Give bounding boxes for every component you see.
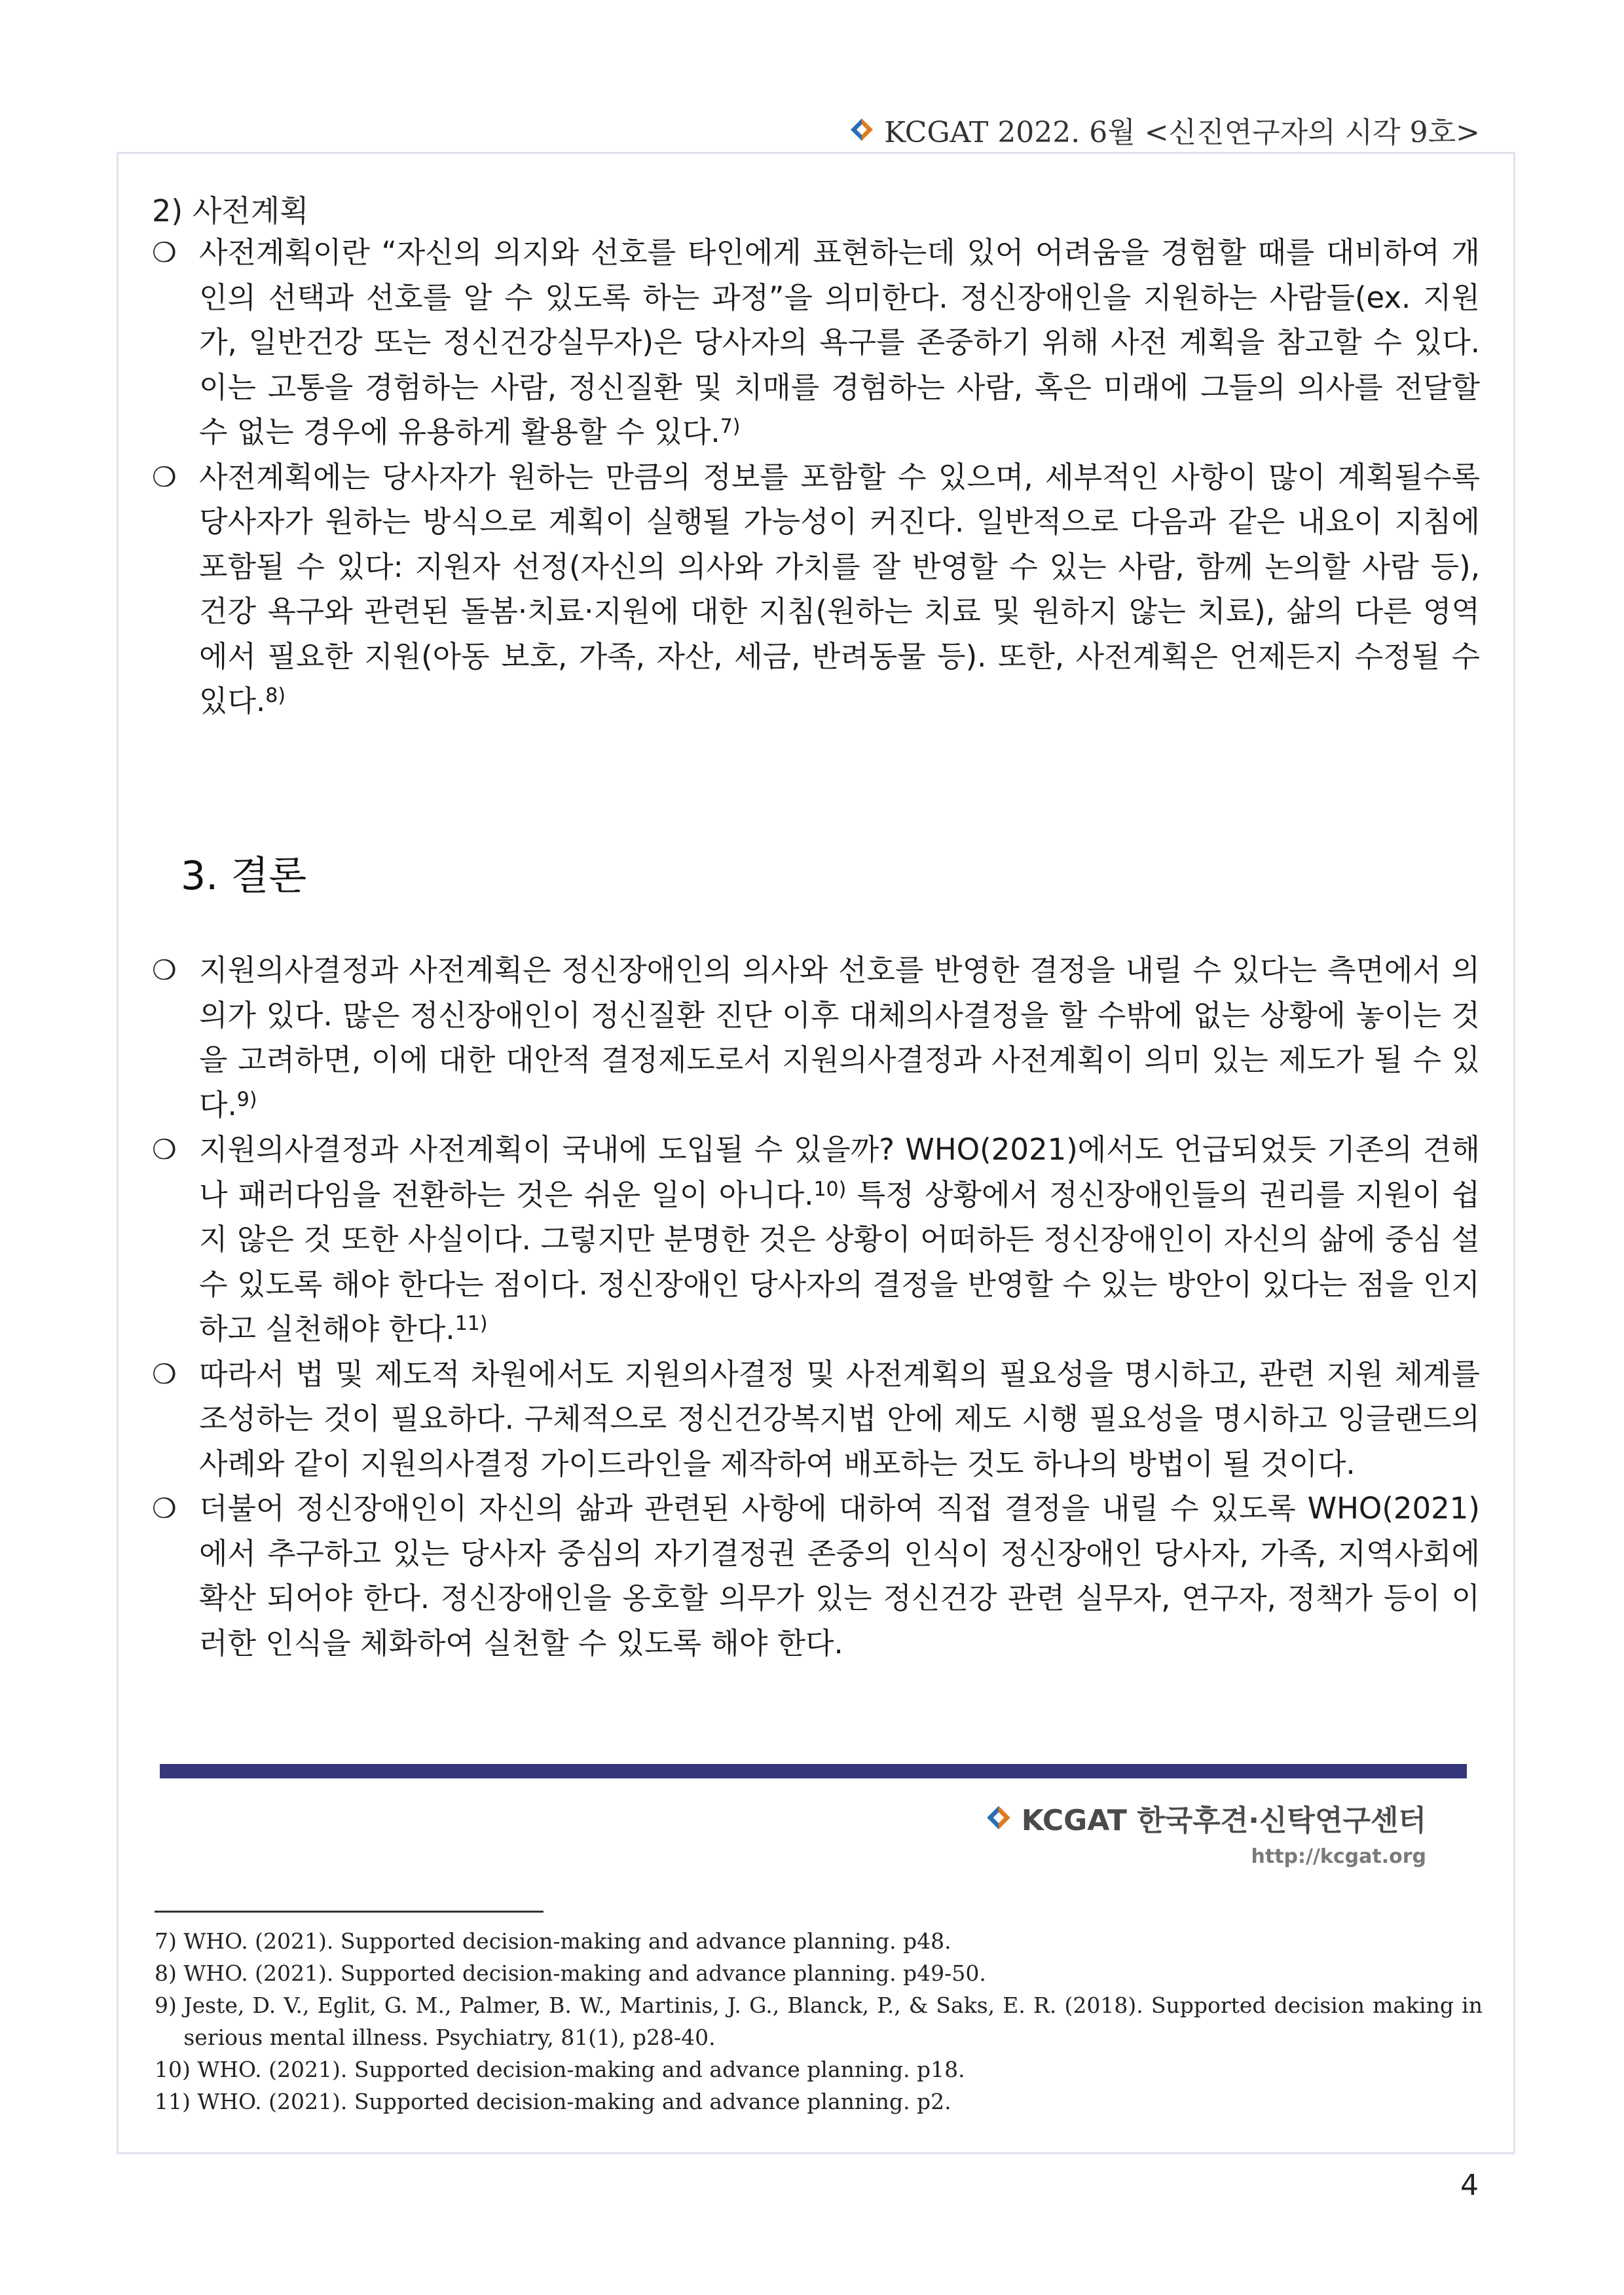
bullet-item — [152, 1352, 1480, 1487]
bullet-text: 사전계획이란 “자신의 의지와 선호를 타인에게 표현하는데 있어 어려움을 경험할 때를 대비하여 개인의 선택과 선호를 알 수 있도록 하는 과정”을 의미한다. 정신장애인을 지원하는 사람들(ex. 지원가, 일반건강 또는 정신건강실무자)은 당사자의 욕구를 존중하기 위해 사전 계획을 참고할 수 있다. 이는 고통을 경험하는 사람, 정신질환 및 치매를 경험하는 사람, 혹은 미래에 그들의 의사를 전달할 수 없는 경우에 유용하게 활용할 수 있다. — [199, 235, 1480, 449]
footnote-number: 8) — [155, 1960, 184, 1986]
bullet-text: 따라서 법 및 제도적 차원에서도 지원의사결정 및 사전계획의 필요성을 명시하고, 관련 지원 체계를 조성하는 것이 필요하다. 구체적으로 정신건강복지법 안에 제도 시행 필요성을 명시하고 잉글랜드의 사례와 같이 지원의사결정 가이드라인을 제작하여 배포하는 것도 하나의 방법이 될 것이다. — [199, 1356, 1480, 1481]
footnote-text: WHO. (2021). Supported decision-making and advance planning. p49-50. — [183, 1960, 986, 1986]
footnote-ref: 11) — [454, 1312, 488, 1335]
subsection-title: 2) 사전계획 — [152, 193, 309, 229]
footnote-ref: 10) — [813, 1177, 847, 1201]
logo-url[interactable]: http://kcgat.org — [1251, 1845, 1426, 1868]
section1-bullets — [152, 230, 1480, 724]
footnote-item — [155, 1925, 1483, 1957]
bullet-item — [152, 1128, 1480, 1352]
accent-divider — [160, 1764, 1467, 1778]
footnote-item — [155, 1989, 1483, 2053]
kcgat-diamond-icon — [849, 117, 875, 143]
bullet-mark: ❍ — [152, 236, 177, 268]
footnote-text: Jeste, D. V., Eglit, G. M., Palmer, B. W., Martinis, J. G., Blanck, P., & Saks, E. R. (2018). Supported decision making in serious mental illness. Psychiatry, 81(1), p28-40. — [183, 1992, 1483, 2050]
footnote-item — [155, 2085, 1483, 2118]
footnote-divider — [155, 1911, 544, 1913]
footnotes — [155, 1925, 1483, 2118]
section-title: 3. 결론 — [181, 853, 307, 899]
footnote-item — [155, 1957, 1483, 1989]
bullet-text: 지원의사결정과 사전계획이 국내에 도입될 수 있을까? WHO(2021)에서도 언급되었듯 기존의 견해나 패러다임을 전환하는 것은 쉬운 일이 아니다. — [199, 1132, 1480, 1212]
logo-text: KCGAT 한국후견·신탁연구센터 — [1021, 1804, 1426, 1837]
footnote-ref: 9) — [236, 1088, 257, 1111]
bullet-mark: ❍ — [152, 460, 177, 493]
bullet-text: 사전계획에는 당사자가 원하는 만큼의 정보를 포함할 수 있으며, 세부적인 사항이 많이 계획될수록 당사자가 원하는 방식으로 계획이 실행될 가능성이 커진다. 일반적으로 다음과 같은 내요이 지침에 포함될 수 있다: 지원자 선정(자신의 의사와 가치를 잘 반영할 수 있는 사람, 함께 논의할 사람 등), 건강 욕구와 관련된 돌봄·치료·지원에 대한 지침(원하는 치료 및 원하지 않는 치료), 삶의 다른 영역에서 필요한 지원(아동 보호, 가족, 자산, 세금, 반려동물 등). 또한, 사전계획은 언제든지 수정될 수 있다. — [199, 459, 1480, 718]
footnote-ref: 8) — [265, 684, 286, 707]
bullet-text: 지원의사결정과 사전계획은 정신장애인의 의사와 선호를 반영한 결정을 내릴 수 있다는 측면에서 의의가 있다. 많은 정신장애인이 정신질환 진단 이후 대체의사결정을 할 수밖에 없는 상황에 놓이는 것을 고려하면, 이에 대한 대안적 결정제도로서 지원의사결정과 사전계획이 의미 있는 제도가 될 수 있다. — [199, 953, 1480, 1122]
footer-logo — [985, 1797, 1426, 1868]
bullet-mark: ❍ — [152, 954, 177, 986]
footnote-text: WHO. (2021). Supported decision-making and advance planning. p48. — [183, 1928, 951, 1954]
footnote-number: 7) — [155, 1928, 184, 1954]
footnote-number: 10) — [155, 2057, 198, 2082]
bullet-mark: ❍ — [152, 1357, 177, 1390]
footnote-text: WHO. (2021). Supported decision-making and advance planning. p18. — [197, 2057, 965, 2082]
bullet-mark: ❍ — [152, 1133, 177, 1166]
footnote-number: 9) — [155, 1992, 184, 2018]
footnote-number: 11) — [155, 2089, 198, 2114]
page-number: 4 — [1460, 2169, 1479, 2202]
footnote-text: WHO. (2021). Supported decision-making and advance planning. p2. — [197, 2089, 951, 2114]
kcgat-diamond-icon — [985, 1804, 1012, 1831]
header-text: KCGAT 2022. 6월 <신진연구자의 시각 9호> — [884, 116, 1480, 149]
bullet-text: 더불어 정신장애인이 자신의 삶과 관련된 사항에 대하여 직접 결정을 내릴 수 있도록 WHO(2021)에서 추구하고 있는 당사자 중심의 자기결정권 존중의 인식이 정신장애인 당사자, 가족, 지역사회에 확산 되어야 한다. 정신장애인을 옹호할 의무가 있는 정신건강 관련 실무자, 연구자, 정책가 등이 이러한 인식을 체화하여 실천할 수 있도록 해야 한다. — [199, 1491, 1480, 1661]
page-header — [849, 109, 1480, 151]
section2-bullets — [152, 948, 1480, 1666]
footnote-ref: 7) — [720, 415, 741, 438]
bullet-item — [152, 455, 1480, 724]
bullet-text: 특정 상황에서 정신장애인들의 권리를 지원이 쉽지 않은 것 또한 사실이다. 그렇지만 분명한 것은 상황이 어떠하든 정신장애인이 자신의 삶에 중심 설 수 있도록 해야 한다는 점이다. 정신장애인 당사자의 결정을 반영할 수 있는 방안이 있다는 점을 인지하고 실천해야 한다. — [199, 1177, 1480, 1346]
bullet-item — [152, 230, 1480, 455]
footnote-item — [155, 2053, 1483, 2085]
bullet-mark: ❍ — [152, 1492, 177, 1524]
bullet-item — [152, 1486, 1480, 1666]
bullet-item — [152, 948, 1480, 1128]
